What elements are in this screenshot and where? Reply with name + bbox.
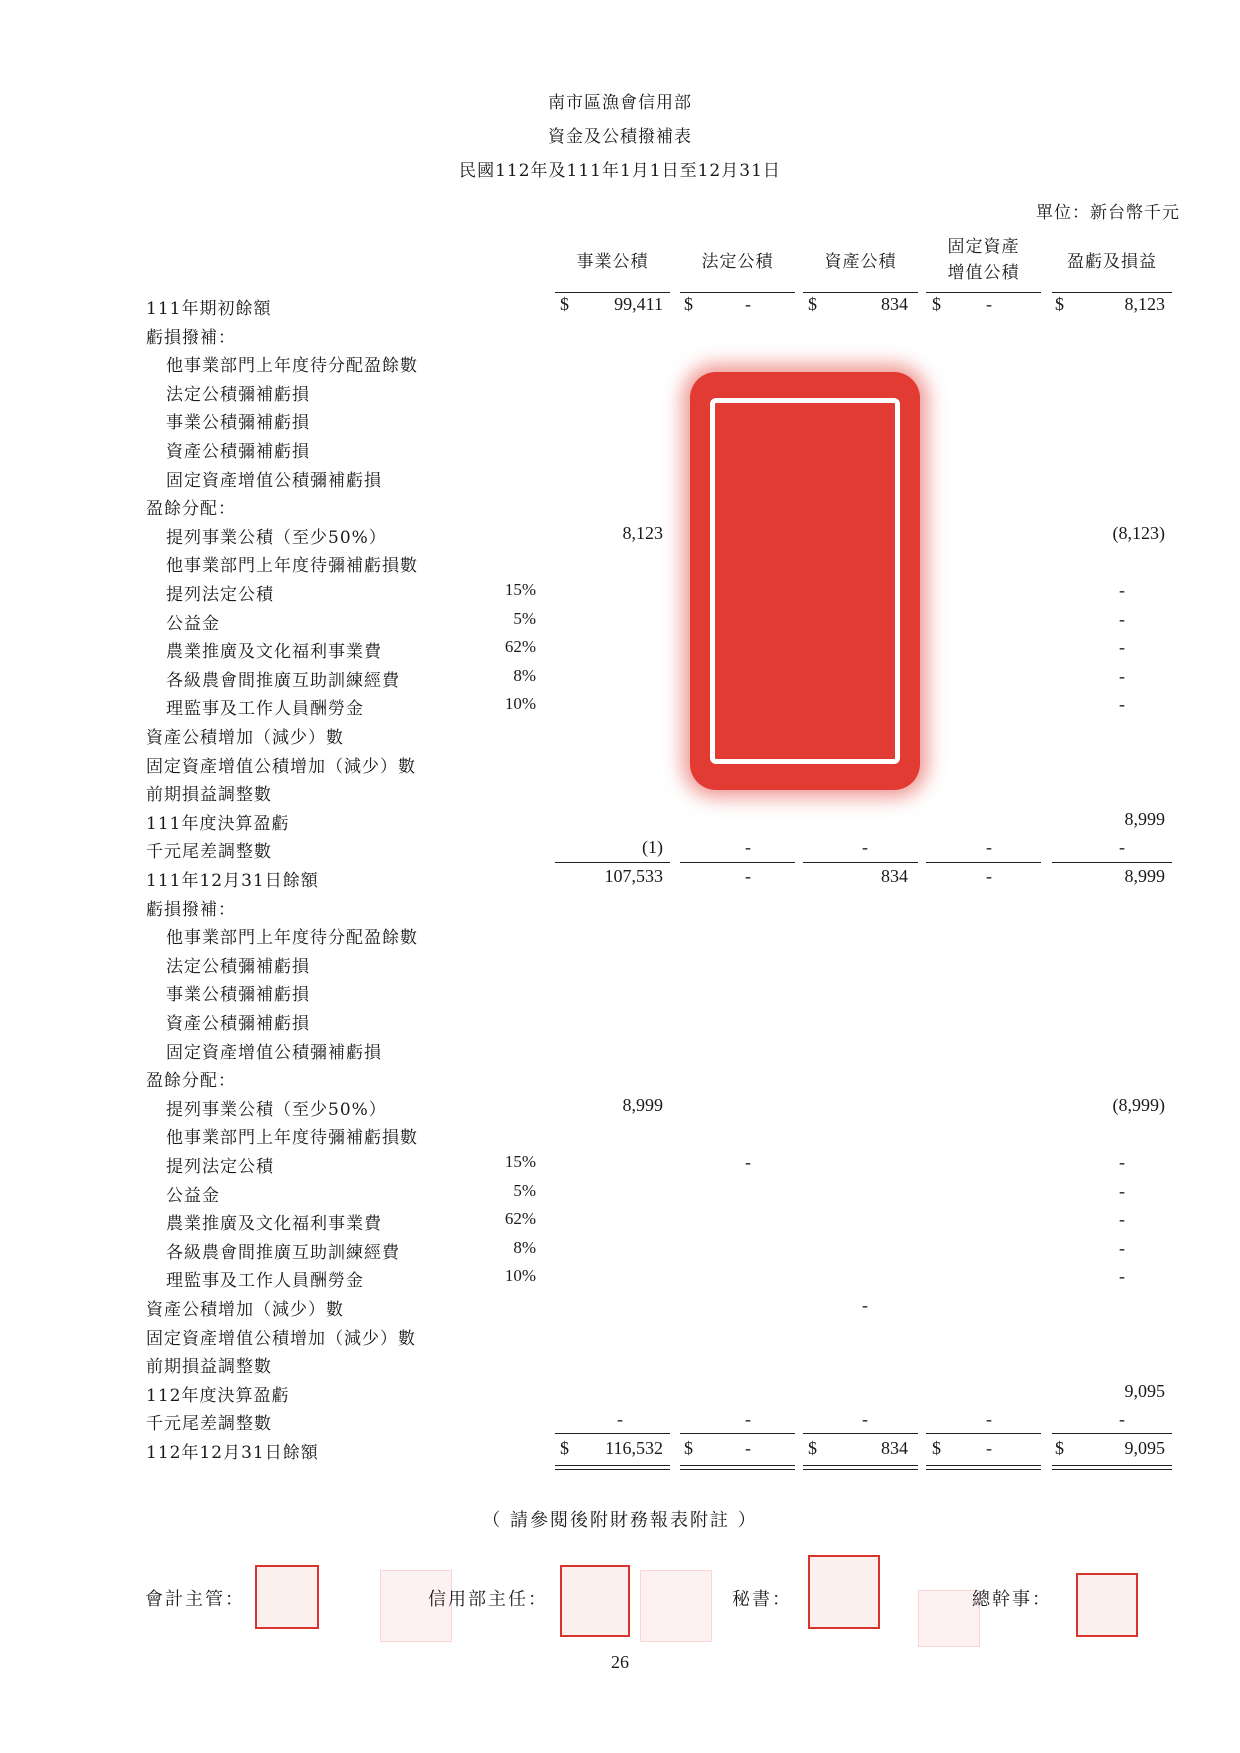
value-text: - (1119, 694, 1125, 715)
row-label: 法定公積彌補虧損 (166, 956, 310, 977)
value-text: - (1119, 1209, 1125, 1230)
row-label: 他事業部門上年度待彌補虧損數 (166, 1128, 418, 1149)
footnote-reference: （ 請參閱後附財務報表附註 ） (482, 1510, 758, 1531)
table-row (0, 1152, 1240, 1180)
table-row (0, 952, 1240, 980)
subtotal-rule (803, 862, 918, 863)
currency-symbol: $ (1055, 294, 1064, 314)
signature-accounting-label: 會計主管： (145, 1589, 245, 1610)
value-text: (1) (642, 837, 663, 858)
unit-label: 單位：新台幣千元 (1036, 203, 1180, 223)
row-label: 資產公積增加（減少）數 (146, 1300, 344, 1320)
table-row (0, 437, 1240, 465)
currency-symbol: $ (560, 1438, 569, 1458)
row-label: 111年12月31日餘額 (146, 871, 319, 891)
value-text: 9,095 (1124, 1380, 1165, 1401)
total-double-rule (1052, 1465, 1172, 1470)
value-text: - (1119, 837, 1125, 858)
row-label: 提列事業公積（至少50%） (166, 1099, 387, 1120)
row-label: 事業公積彌補虧損 (166, 985, 310, 1006)
value-text: - (745, 1152, 751, 1172)
subtotal-rule (555, 1433, 670, 1434)
row-label: 各級農會間推廣互助訓練經費 (166, 670, 400, 691)
statement-period: 民國112年及111年1月1日至12月31日 (459, 161, 781, 181)
value-text: - (1119, 1237, 1125, 1258)
table-row (0, 351, 1240, 379)
row-label: 公益金 (166, 613, 220, 634)
table-row (0, 923, 1240, 951)
table-row (0, 1123, 1240, 1151)
currency-symbol: $ (1055, 1438, 1064, 1458)
seal-stamp-accounting (255, 1565, 319, 1629)
statement-title: 資金及公積撥補表 (548, 127, 692, 147)
table-row (0, 1066, 1240, 1094)
value-text: 107,533 (604, 866, 663, 886)
org-name: 南市區漁會信用部 (548, 93, 692, 113)
row-label: 固定資產增值公積增加（減少）數 (146, 756, 416, 777)
row-label: 固定資產增值公積增加（減少）數 (146, 1328, 416, 1349)
value-text: - (745, 294, 751, 314)
table-row (0, 551, 1240, 579)
value-text: - (1119, 637, 1125, 658)
row-label: 他事業部門上年度待分配盈餘數 (166, 928, 418, 949)
row-label: 前期損益調整數 (146, 785, 272, 806)
value-text: - (1119, 608, 1125, 629)
row-label: 他事業部門上年度待分配盈餘數 (166, 356, 418, 377)
row-label: 虧損撥補： (146, 327, 236, 348)
value-text: - (986, 837, 992, 858)
table-row (0, 780, 1240, 808)
subtotal-rule (926, 1433, 1041, 1434)
subtotal-rule (926, 862, 1041, 863)
value-text: - (745, 1438, 751, 1458)
table-row (0, 637, 1240, 665)
row-label: 固定資產增值公積彌補虧損 (166, 470, 382, 491)
row-label: 理監事及工作人員酬勞金 (166, 699, 364, 720)
value-text: - (1119, 1180, 1125, 1201)
row-label: 法定公積彌補虧損 (166, 384, 310, 405)
row-label: 盈餘分配： (146, 1071, 236, 1092)
value-text: - (617, 1409, 623, 1430)
row-percentage: 10% (504, 694, 536, 714)
total-double-rule (926, 1465, 1041, 1470)
col-header-rule (926, 292, 1041, 293)
value-text: 8,123 (1124, 294, 1165, 314)
row-label: 農業推廣及文化福利事業費 (166, 1214, 382, 1235)
value-text: - (986, 1409, 992, 1430)
table-row (0, 752, 1240, 780)
table-row (0, 723, 1240, 751)
value-text: - (1119, 1152, 1125, 1172)
subtotal-rule (803, 1433, 918, 1434)
row-percentage: 5% (513, 1180, 536, 1200)
row-label: 提列事業公積（至少50%） (166, 527, 387, 548)
row-label: 112年度決算盈虧 (146, 1385, 290, 1406)
value-text: - (745, 866, 751, 886)
table-row (0, 380, 1240, 408)
col-header-asset-reserve: 資產公積 (824, 252, 897, 272)
row-label: 各級農會間推廣互助訓練經費 (166, 1242, 400, 1263)
row-percentage: 62% (504, 637, 536, 657)
signature-credit-dept-label: 信用部主任： (428, 1589, 548, 1610)
currency-symbol: $ (684, 294, 693, 314)
table-row (0, 609, 1240, 637)
total-double-rule (803, 1465, 918, 1470)
col-header-legal-reserve: 法定公積 (701, 252, 774, 272)
row-label: 他事業部門上年度待彌補虧損數 (166, 556, 418, 577)
row-percentage: 10% (504, 1266, 536, 1286)
subtotal-rule (680, 862, 795, 863)
total-double-rule (555, 1465, 670, 1470)
table-row (0, 694, 1240, 722)
col-header-rule (1052, 292, 1172, 293)
subtotal-rule (680, 1433, 795, 1434)
row-label: 固定資產增值公積彌補虧損 (166, 1042, 382, 1063)
row-label: 理監事及工作人員酬勞金 (166, 1271, 364, 1292)
col-header-profit-loss: 盈虧及損益 (1067, 252, 1157, 272)
value-text: - (986, 866, 992, 886)
value-text: - (1119, 665, 1125, 686)
subtotal-rule (555, 862, 670, 863)
table-row (0, 1438, 1240, 1466)
signature-general-manager-label: 總幹事： (972, 1589, 1052, 1610)
row-label: 提列法定公積 (166, 1157, 274, 1177)
value-text: (8,123) (1112, 522, 1165, 543)
table-row (0, 1381, 1240, 1409)
table-row (0, 580, 1240, 608)
total-double-rule (680, 1465, 795, 1470)
official-seal-stamp (690, 372, 920, 790)
table-row (0, 866, 1240, 894)
table-row (0, 1209, 1240, 1237)
currency-symbol: $ (932, 1438, 941, 1458)
row-percentage: 15% (504, 580, 536, 599)
table-row (0, 1095, 1240, 1123)
faded-seal-stamp (640, 1570, 712, 1642)
table-row (0, 494, 1240, 522)
row-percentage: 62% (504, 1209, 536, 1229)
value-text: 834 (881, 1438, 908, 1458)
row-label: 前期損益調整數 (146, 1357, 272, 1378)
table-row (0, 408, 1240, 436)
value-text: 8,999 (1124, 808, 1165, 829)
value-text: - (862, 837, 868, 858)
table-row (0, 523, 1240, 551)
table-row (0, 1038, 1240, 1066)
currency-symbol: $ (808, 1438, 817, 1458)
row-label: 資產公積增加（減少）數 (146, 728, 344, 748)
row-label: 事業公積彌補虧損 (166, 413, 310, 434)
row-label: 千元尾差調整數 (146, 1414, 272, 1435)
value-text: 834 (881, 866, 908, 886)
row-label: 虧損撥補： (146, 899, 236, 920)
table-row (0, 1295, 1240, 1323)
value-text: - (1119, 1409, 1125, 1430)
col-header-rule (555, 292, 670, 293)
row-label: 112年12月31日餘額 (146, 1443, 319, 1463)
value-text: (8,999) (1112, 1094, 1165, 1115)
row-percentage: 5% (513, 608, 536, 628)
subtotal-rule (1052, 862, 1172, 863)
col-header-rule (803, 292, 918, 293)
col-header-rule (680, 292, 795, 293)
signature-secretary-label: 秘書： (732, 1589, 792, 1610)
row-label: 資產公積彌補虧損 (166, 442, 310, 462)
table-row (0, 1324, 1240, 1352)
value-text: - (986, 1438, 992, 1458)
table-row (0, 1181, 1240, 1209)
table-row (0, 666, 1240, 694)
table-row (0, 466, 1240, 494)
row-label: 111年度決算盈虧 (146, 813, 290, 834)
table-row (0, 895, 1240, 923)
row-label: 盈餘分配： (146, 499, 236, 520)
value-text: - (745, 1409, 751, 1430)
currency-symbol: $ (560, 294, 569, 314)
row-label: 提列法定公積 (166, 585, 274, 605)
value-text: 116,532 (605, 1438, 663, 1458)
table-row (0, 1238, 1240, 1266)
table-row (0, 980, 1240, 1008)
value-text: 8,999 (1124, 866, 1165, 886)
row-percentage: 8% (513, 665, 536, 685)
value-text: - (862, 1295, 868, 1315)
value-text: 99,411 (614, 294, 663, 314)
row-percentage: 8% (513, 1237, 536, 1257)
value-text: 834 (881, 294, 908, 314)
page-number: 26 (611, 1652, 629, 1672)
seal-stamp-secretary (808, 1555, 880, 1629)
col-header-business-reserve: 事業公積 (576, 252, 649, 272)
row-label: 千元尾差調整數 (146, 842, 272, 863)
row-label: 資產公積彌補虧損 (166, 1014, 310, 1034)
row-label: 農業推廣及文化福利事業費 (166, 642, 382, 663)
value-text: - (745, 837, 751, 858)
currency-symbol: $ (932, 294, 941, 314)
row-label: 111年期初餘額 (146, 299, 272, 319)
seal-stamp-credit-dept (560, 1565, 630, 1637)
table-row (0, 323, 1240, 351)
table-row (0, 809, 1240, 837)
table-row (0, 1352, 1240, 1380)
value-text: - (1119, 580, 1125, 600)
currency-symbol: $ (684, 1438, 693, 1458)
table-row (0, 1009, 1240, 1037)
value-text: - (986, 294, 992, 314)
value-text: - (862, 1409, 868, 1430)
value-text: 8,123 (622, 522, 663, 543)
table-row (0, 294, 1240, 322)
table-row (0, 1266, 1240, 1294)
value-text: - (1119, 1266, 1125, 1287)
value-text: 8,999 (622, 1094, 663, 1115)
seal-stamp-general-manager (1076, 1573, 1138, 1637)
currency-symbol: $ (808, 294, 817, 314)
subtotal-rule (1052, 1433, 1172, 1434)
row-label: 公益金 (166, 1185, 220, 1206)
row-percentage: 15% (504, 1152, 536, 1171)
value-text: 9,095 (1124, 1438, 1165, 1458)
col-header-revaluation-reserve: 固定資產 增值公積 (947, 237, 1020, 283)
faded-seal-stamp (918, 1590, 980, 1647)
